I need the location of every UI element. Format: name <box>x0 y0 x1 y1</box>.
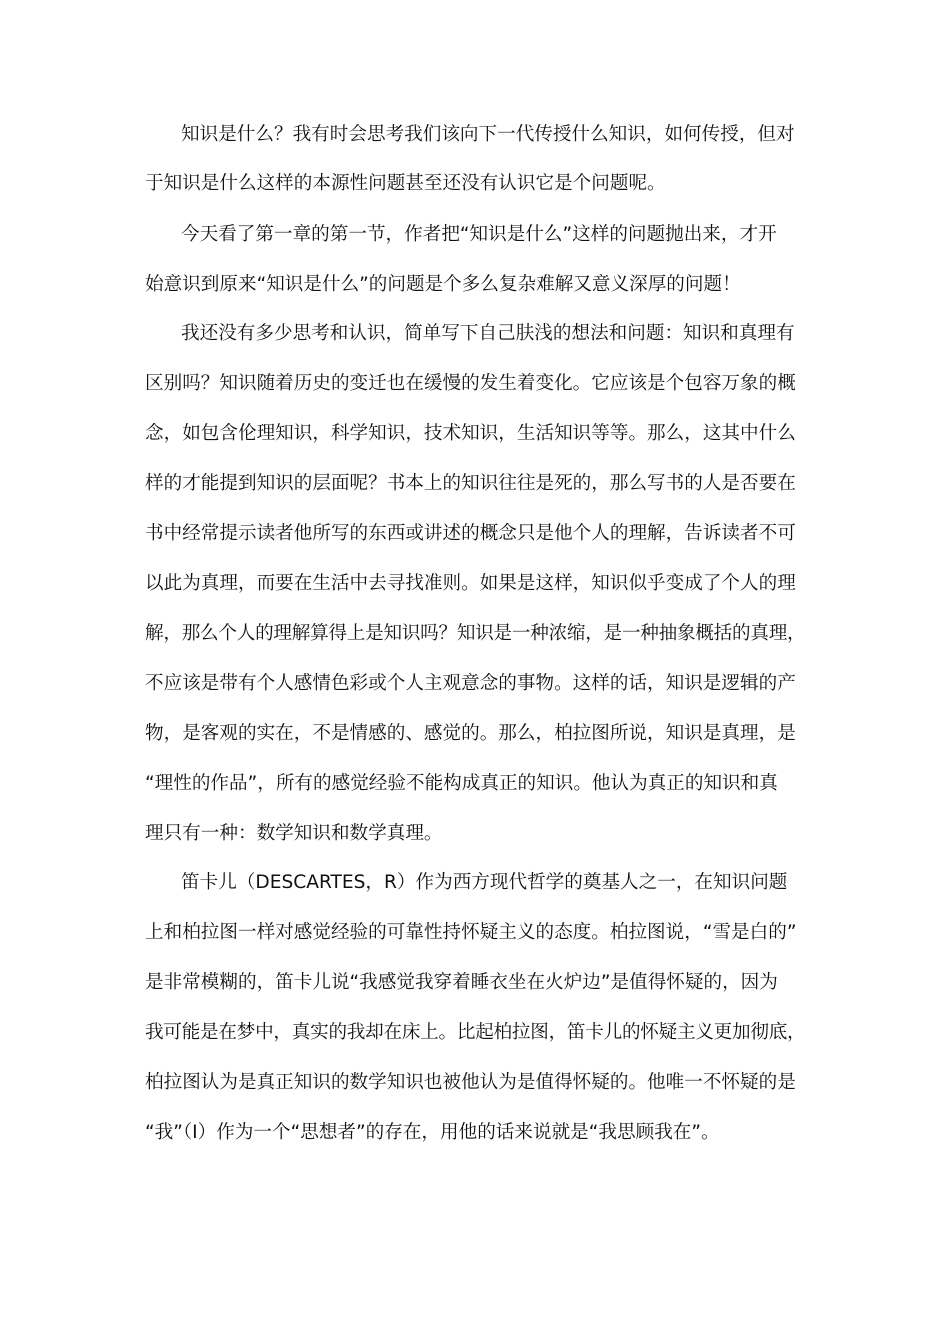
paragraph-3-line-3: 念，如包含伦理知识，科学知识，技术知识，生活知识等等。那么，这其中什么 <box>145 423 796 444</box>
paragraph-3-line-2: 区别吗？知识随着历史的变迁也在缓慢的发生着变化。它应该是个包容万象的概 <box>145 373 796 394</box>
paragraph-3-line-7: 解，那么个人的理解算得上是知识吗？知识是一种浓缩，是一种抽象概括的真理， <box>145 623 806 644</box>
paragraph-3-line-1: 我还没有多少思考和认识，简单写下自己肤浅的想法和问题：知识和真理有 <box>181 323 795 344</box>
paragraph-3-line-5: 书中经常提示读者他所写的东西或讲述的概念只是他个人的理解，告诉读者不可 <box>145 523 796 544</box>
paragraph-3-line-4: 样的才能提到知识的层面呢？书本上的知识往往是死的，那么写书的人是否要在 <box>145 473 796 494</box>
paragraph-4-line-1: 笛卡儿（DESCARTES，R）作为西方现代哲学的奠基人之一，在知识问题 <box>181 872 788 893</box>
paragraph-4-line-6: “我”（I）作为一个“思想者”的存在，用他的话来说就是“我思顾我在”。 <box>145 1122 720 1143</box>
paragraph-4-line-5: 柏拉图认为是真正知识的数学知识也被他认为是值得怀疑的。他唯一不怀疑的是 <box>145 1072 796 1093</box>
paragraph-3-line-9: 物，是客观的实在，不是情感的、感觉的。那么，柏拉图所说，知识是真理，是 <box>145 723 796 744</box>
paragraph-3-line-8: 不应该是带有个人感情色彩或个人主观意念的事物。这样的话，知识是逻辑的产 <box>145 673 796 694</box>
paragraph-4-line-3: 是非常模糊的，笛卡儿说“我感觉我穿着睡衣坐在火炉边”是值得怀疑的，因为 <box>145 972 778 993</box>
paragraph-2-line-2: 始意识到原来“知识是什么”的问题是个多么复杂难解又意义深厚的问题！ <box>145 274 741 295</box>
paragraph-3-line-10: “理性的作品”，所有的感觉经验不能构成真正的知识。他认为真正的知识和真 <box>145 773 778 794</box>
paragraph-4-line-4: 我可能是在梦中，真实的我却在床上。比起柏拉图，笛卡儿的怀疑主义更加彻底， <box>145 1022 806 1043</box>
paragraph-4-line-2: 上和柏拉图一样对感觉经验的可靠性持怀疑主义的态度。柏拉图说，“雪是白的” <box>145 922 797 943</box>
paragraph-3-line-11: 理只有一种：数学知识和数学真理。 <box>145 823 443 844</box>
paragraph-3-line-6: 以此为真理，而要在生活中去寻找准则。如果是这样，知识似乎变成了个人的理 <box>145 573 796 594</box>
paragraph-1-line-1: 知识是什么？我有时会思考我们该向下一代传授什么知识，如何传授，但对 <box>181 124 795 145</box>
paragraph-2-line-1: 今天看了第一章的第一节，作者把“知识是什么”这样的问题抛出来，才开 <box>181 224 777 245</box>
paragraph-1-line-2: 于知识是什么这样的本源性问题甚至还没有认识它是个问题呢。 <box>145 173 666 194</box>
